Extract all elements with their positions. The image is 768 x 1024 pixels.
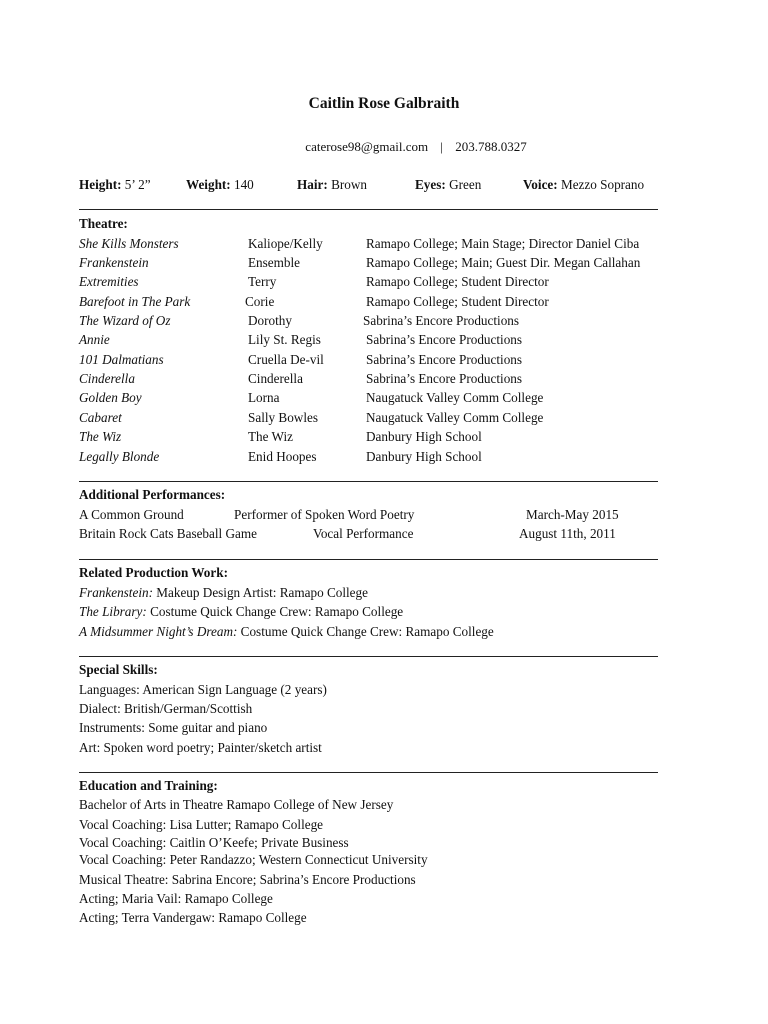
divider bbox=[79, 772, 658, 773]
credit-venue: Ramapo College; Main Stage; Director Daniel Ciba bbox=[366, 236, 640, 251]
section-heading-additional: Additional Performances: bbox=[79, 487, 226, 502]
education-line: Bachelor of Arts in Theatre Ramapo College of New Jersey bbox=[79, 797, 394, 812]
education-line: Vocal Coaching: Lisa Lutter; Ramapo College bbox=[79, 817, 324, 832]
stat-hair bbox=[297, 177, 367, 193]
skill-line: Art: Spoken word poetry; Painter/sketch artist bbox=[79, 740, 322, 755]
stat-eyes bbox=[415, 177, 481, 193]
credit-venue: Sabrina’s Encore Productions bbox=[366, 352, 523, 367]
divider bbox=[79, 209, 658, 210]
divider bbox=[79, 481, 658, 482]
section-heading-skills: Special Skills: bbox=[79, 662, 158, 677]
section-heading-theatre: Theatre: bbox=[79, 216, 128, 231]
credit-role: The Wiz bbox=[248, 429, 293, 444]
credit-role: Enid Hoopes bbox=[248, 449, 317, 464]
skill-line: Dialect: British/German/Scottish bbox=[79, 701, 253, 716]
credit-venue: Ramapo College; Student Director bbox=[366, 294, 549, 309]
credit-role: Lorna bbox=[248, 390, 280, 405]
performance-date: March-May 2015 bbox=[526, 507, 619, 522]
credit-venue: Ramapo College; Student Director bbox=[366, 274, 549, 289]
credit-show: Cabaret bbox=[79, 410, 122, 425]
credit-venue: Sabrina’s Encore Productions bbox=[366, 371, 523, 386]
stat-label: Eyes: bbox=[415, 177, 446, 192]
education-line: Acting; Maria Vail: Ramapo College bbox=[79, 891, 273, 906]
performance-role: Vocal Performance bbox=[313, 526, 414, 541]
credit-venue: Sabrina’s Encore Productions bbox=[366, 332, 523, 347]
stat-value: Green bbox=[449, 177, 482, 192]
production-show: Frankenstein: bbox=[79, 585, 153, 600]
section-heading-production: Related Production Work: bbox=[79, 565, 228, 580]
credit-show: Legally Blonde bbox=[79, 449, 160, 464]
stat-height bbox=[79, 177, 151, 193]
stat-label: Weight: bbox=[186, 177, 231, 192]
performance-event: A Common Ground bbox=[79, 507, 184, 522]
contact-separator: | bbox=[440, 139, 443, 154]
credit-role: Terry bbox=[248, 274, 277, 289]
credit-show: Frankenstein bbox=[79, 255, 149, 270]
stat-value: Mezzo Soprano bbox=[560, 177, 645, 192]
credit-venue: Naugatuck Valley Comm College bbox=[366, 390, 544, 405]
credit-role: Cinderella bbox=[248, 371, 303, 386]
performance-event: Britain Rock Cats Baseball Game bbox=[79, 526, 257, 541]
credit-role: Cruella De-vil bbox=[248, 352, 324, 367]
production-show: The Library: bbox=[79, 604, 147, 619]
education-line: Vocal Coaching: Peter Randazzo; Western Connecticut University bbox=[79, 852, 428, 867]
stat-label: Height: bbox=[79, 177, 122, 192]
stat-value: Brown bbox=[331, 177, 367, 192]
skill-line: Instruments: Some guitar and piano bbox=[79, 720, 268, 735]
production-item bbox=[79, 624, 494, 640]
credit-show: Extremities bbox=[79, 274, 139, 289]
production-detail: Makeup Design Artist: Ramapo College bbox=[152, 585, 368, 600]
section-heading-education: Education and Training: bbox=[79, 778, 218, 793]
skill-line: Languages: American Sign Language (2 years) bbox=[79, 682, 327, 697]
credit-show: The Wizard of Oz bbox=[79, 313, 171, 328]
credit-venue: Danbury High School bbox=[366, 429, 482, 444]
email: caterose98@gmail.com bbox=[305, 139, 429, 154]
credit-venue: Sabrina’s Encore Productions bbox=[363, 313, 520, 328]
contact-line bbox=[64, 139, 768, 155]
credit-venue: Ramapo College; Main; Guest Dir. Megan Callahan bbox=[366, 255, 641, 270]
stat-label: Hair: bbox=[297, 177, 328, 192]
credit-role: Corie bbox=[245, 294, 275, 309]
credit-show: Golden Boy bbox=[79, 390, 142, 405]
production-show: A Midsummer Night’s Dream: bbox=[79, 624, 238, 639]
credit-show: Annie bbox=[79, 332, 110, 347]
credit-show: The Wiz bbox=[79, 429, 122, 444]
education-line: Musical Theatre: Sabrina Encore; Sabrina’s Encore Productions bbox=[79, 872, 416, 887]
production-item bbox=[79, 604, 403, 620]
credit-role: Kaliope/Kelly bbox=[248, 236, 323, 251]
resume-name: Caitlin Rose Galbraith bbox=[308, 95, 460, 112]
stat-weight bbox=[186, 177, 254, 193]
phone: 203.788.0327 bbox=[455, 139, 527, 154]
performance-role: Performer of Spoken Word Poetry bbox=[234, 507, 415, 522]
performance-date: August 11th, 2011 bbox=[519, 526, 616, 541]
divider bbox=[79, 656, 658, 657]
credit-show: She Kills Monsters bbox=[79, 236, 179, 251]
divider bbox=[79, 559, 658, 560]
credit-venue: Danbury High School bbox=[366, 449, 482, 464]
stat-voice bbox=[523, 177, 644, 193]
credit-role: Ensemble bbox=[248, 255, 301, 270]
credit-venue: Naugatuck Valley Comm College bbox=[366, 410, 544, 425]
credit-role: Sally Bowles bbox=[248, 410, 318, 425]
credit-show: Cinderella bbox=[79, 371, 135, 386]
education-line: Acting; Terra Vandergaw: Ramapo College bbox=[79, 910, 307, 925]
production-item bbox=[79, 585, 368, 601]
production-detail: Costume Quick Change Crew: Ramapo College bbox=[146, 604, 404, 619]
credit-show: Barefoot in The Park bbox=[79, 294, 191, 309]
credit-role: Lily St. Regis bbox=[248, 332, 321, 347]
stat-value: 140 bbox=[233, 177, 254, 192]
credit-role: Dorothy bbox=[248, 313, 292, 328]
stat-label: Voice: bbox=[523, 177, 558, 192]
credit-show: 101 Dalmatians bbox=[79, 352, 164, 367]
education-line: Vocal Coaching: Caitlin O’Keefe; Private Business bbox=[79, 835, 349, 850]
stat-value: 5’ 2” bbox=[124, 177, 151, 192]
production-detail: Costume Quick Change Crew: Ramapo College bbox=[237, 624, 494, 639]
